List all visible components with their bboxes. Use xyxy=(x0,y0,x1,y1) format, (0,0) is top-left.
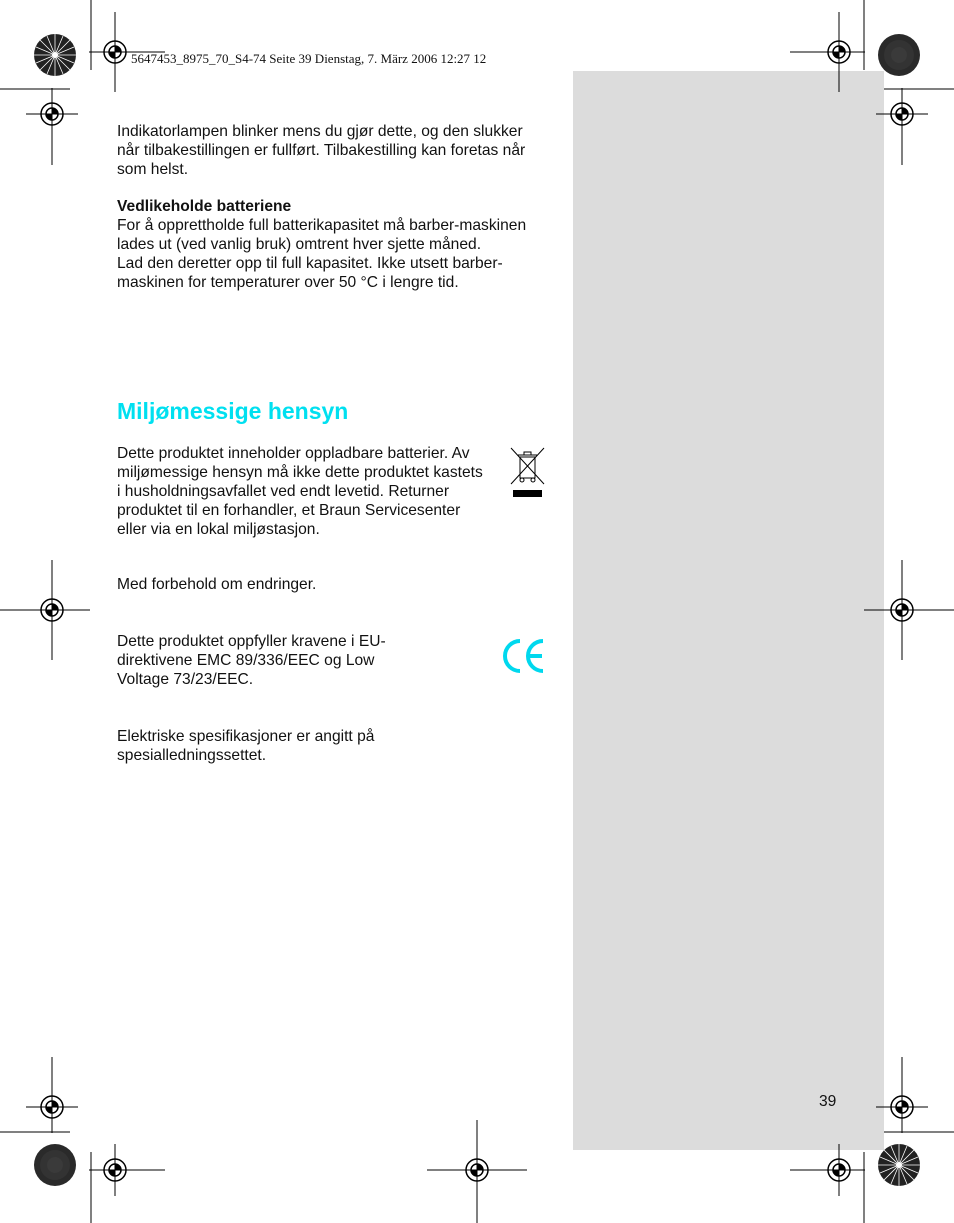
battery-heading: Vedlikeholde batteriene xyxy=(117,198,292,215)
ce-text: Dette produktet oppfyller kravene i EU-direktivene EMC 89/336/EEC og Low Voltage 73/23/EEC. xyxy=(117,633,386,688)
battery-text-2: Lad den deretter opp til full kapasitet. Ikke utsett barber-maskinen for temperaturer over 50 °C i lengre tid. xyxy=(117,255,503,291)
page-number: 39 xyxy=(819,1093,837,1110)
environment-heading: Miljømessige hensyn xyxy=(117,398,349,424)
reset-paragraph xyxy=(117,122,547,179)
battery-text-1: For å opprettholde full batterikapasitet må barber-maskinen lades ut (ved vanlig bruk) omtrent hver sjette måned. xyxy=(117,217,527,253)
electrical-text: Elektriske spesifikasjoner er angitt på spesialledningssettet. xyxy=(117,728,375,764)
electrical-note xyxy=(117,727,447,765)
print-slug: 5647453_8975_70_S4-74 Seite 39 Dienstag, 7. März 2006 12:27 12 xyxy=(131,51,487,66)
ce-mark-icon xyxy=(500,635,546,677)
reservation-note xyxy=(117,575,547,594)
reservation-text: Med forbehold om endringer. xyxy=(117,576,317,593)
environment-text xyxy=(117,444,487,539)
environment-paragraph: Dette produktet inneholder oppladbare batterier. Av miljømessige hensyn må ikke dette produktet kastets i husholdningsavfallet ved endt levetid. Returner produktet til en forhandler, et Braun Servicesenter eller via en lokal miljøstasjon. xyxy=(117,445,483,538)
reset-text: Indikatorlampen blinker mens du gjør dette, og den slukker når tilbakestillingen er fullført. Tilbakestilling kan foretas når som helst. xyxy=(117,123,526,178)
battery-section xyxy=(117,197,547,292)
ce-compliance xyxy=(117,632,417,689)
crossed-out-wheelie-bin-icon xyxy=(509,446,546,498)
